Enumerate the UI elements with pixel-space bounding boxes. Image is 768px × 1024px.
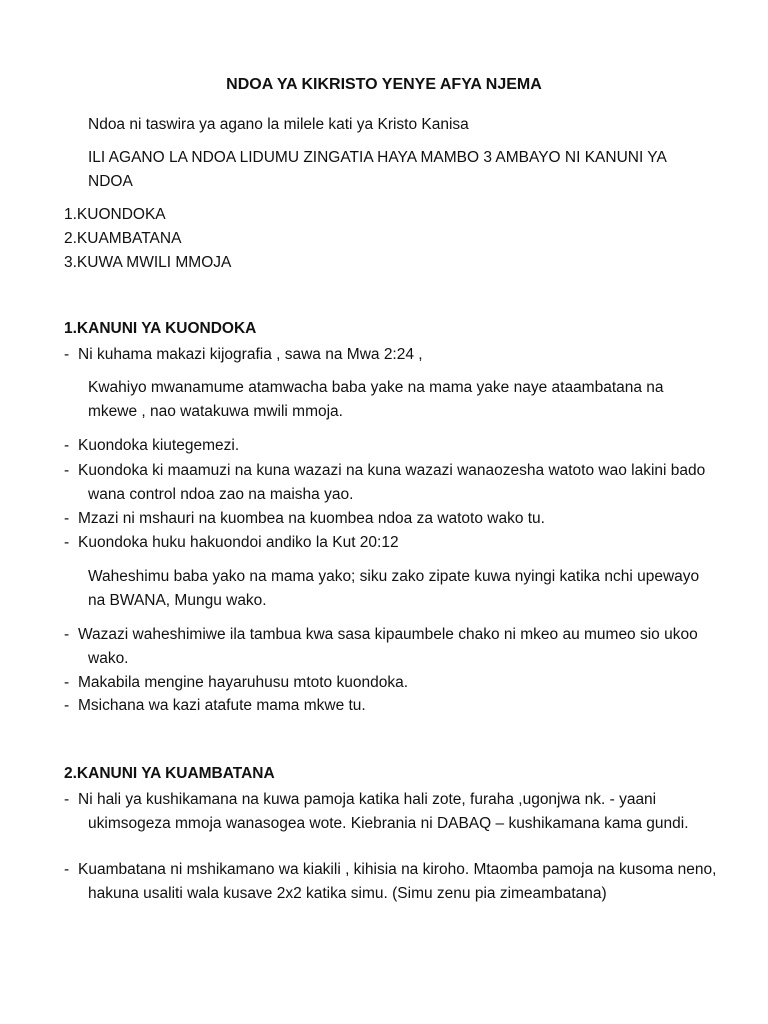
- list-item: [64, 343, 728, 367]
- bullet-text: Wazazi waheshimiwe ila tambua kwa sasa kipaumbele chako ni mkeo au mumeo sio ukoo wako.: [78, 626, 698, 667]
- principle-item: 2.KUAMBATANA: [64, 230, 182, 247]
- scripture-quote: Waheshimu baba yako na mama yako; siku zako zipate kuwa nyingi katika nchi upewayo na BWANA, Mungu wako.: [88, 568, 700, 609]
- principle-item: 3.KUWA MWILI MMOJA: [64, 254, 232, 271]
- document-title: NDOA YA KIKRISTO YENYE AFYA NJEMA: [226, 76, 542, 93]
- section1-heading: 1.KANUNI YA KUONDOKA: [64, 320, 257, 337]
- list-item: [64, 788, 728, 836]
- bullet-marker: -: [64, 462, 70, 479]
- bullet-marker: -: [64, 437, 70, 454]
- list-item: [64, 671, 728, 695]
- scripture-quote: Kwahiyo mwanamume atamwacha baba yake na mama yake naye ataambatana na mkewe , nao watakuwa mwili mmoja.: [88, 379, 664, 420]
- bullet-marker: -: [64, 697, 70, 714]
- bullet-marker: -: [64, 346, 70, 363]
- bullet-marker: -: [64, 861, 70, 878]
- bullet-text: Kuondoka kiutegemezi.: [78, 437, 240, 454]
- principles-list: [64, 203, 231, 275]
- bullet-text: Msichana wa kazi atafute mama mkwe tu.: [78, 697, 366, 714]
- bullet-text: Ni hali ya kushikamana na kuwa pamoja katika hali zote, furaha ,ugonjwa nk. - yaani ukimsogeza mmoja wanasogea wote. Kiebrania ni DABAQ – kushikamana kama gundi.: [78, 791, 689, 832]
- list-item: [64, 507, 728, 531]
- list-item: [64, 858, 728, 906]
- bullet-text: Kuondoka ki maamuzi na kuna wazazi na kuna wazazi wanaozesha watoto wao lakini bado wana control ndoa zao na maisha yao.: [78, 462, 706, 503]
- list-item: [64, 434, 728, 458]
- bullet-marker: -: [64, 534, 70, 551]
- bullet-text: Kuambatana ni mshikamano wa kiakili , kihisia na kiroho. Mtaomba pamoja na kusoma neno, hakuna usaliti wala kusave 2x2 katika simu. (Simu zenu pia zimeambatana): [78, 861, 717, 902]
- bullet-marker: -: [64, 626, 70, 643]
- list-item: [64, 459, 728, 507]
- intro-line: Ndoa ni taswira ya agano la milele kati ya Kristo Kanisa: [88, 116, 469, 133]
- bullet-text: Kuondoka huku hakuondoi andiko la Kut 20:12: [78, 534, 399, 551]
- list-item: [64, 694, 728, 718]
- intro-principles-note: ILI AGANO LA NDOA LIDUMU ZINGATIA HAYA MAMBO 3 AMBAYO NI KANUNI YA NDOA: [88, 149, 666, 190]
- bullet-marker: -: [64, 510, 70, 527]
- bullet-text: Makabila mengine hayaruhusu mtoto kuondoka.: [78, 674, 409, 691]
- section2-heading: 2.KANUNI YA KUAMBATANA: [64, 765, 275, 782]
- bullet-text: Mzazi ni mshauri na kuombea na kuombea ndoa za watoto wako tu.: [78, 510, 545, 527]
- principle-item: 1.KUONDOKA: [64, 206, 166, 223]
- bullet-marker: -: [64, 791, 70, 808]
- list-item: [64, 623, 728, 671]
- bullet-marker: -: [64, 674, 70, 691]
- bullet-text: Ni kuhama makazi kijografia , sawa na Mwa 2:24 ,: [78, 346, 423, 363]
- list-item: [64, 531, 728, 555]
